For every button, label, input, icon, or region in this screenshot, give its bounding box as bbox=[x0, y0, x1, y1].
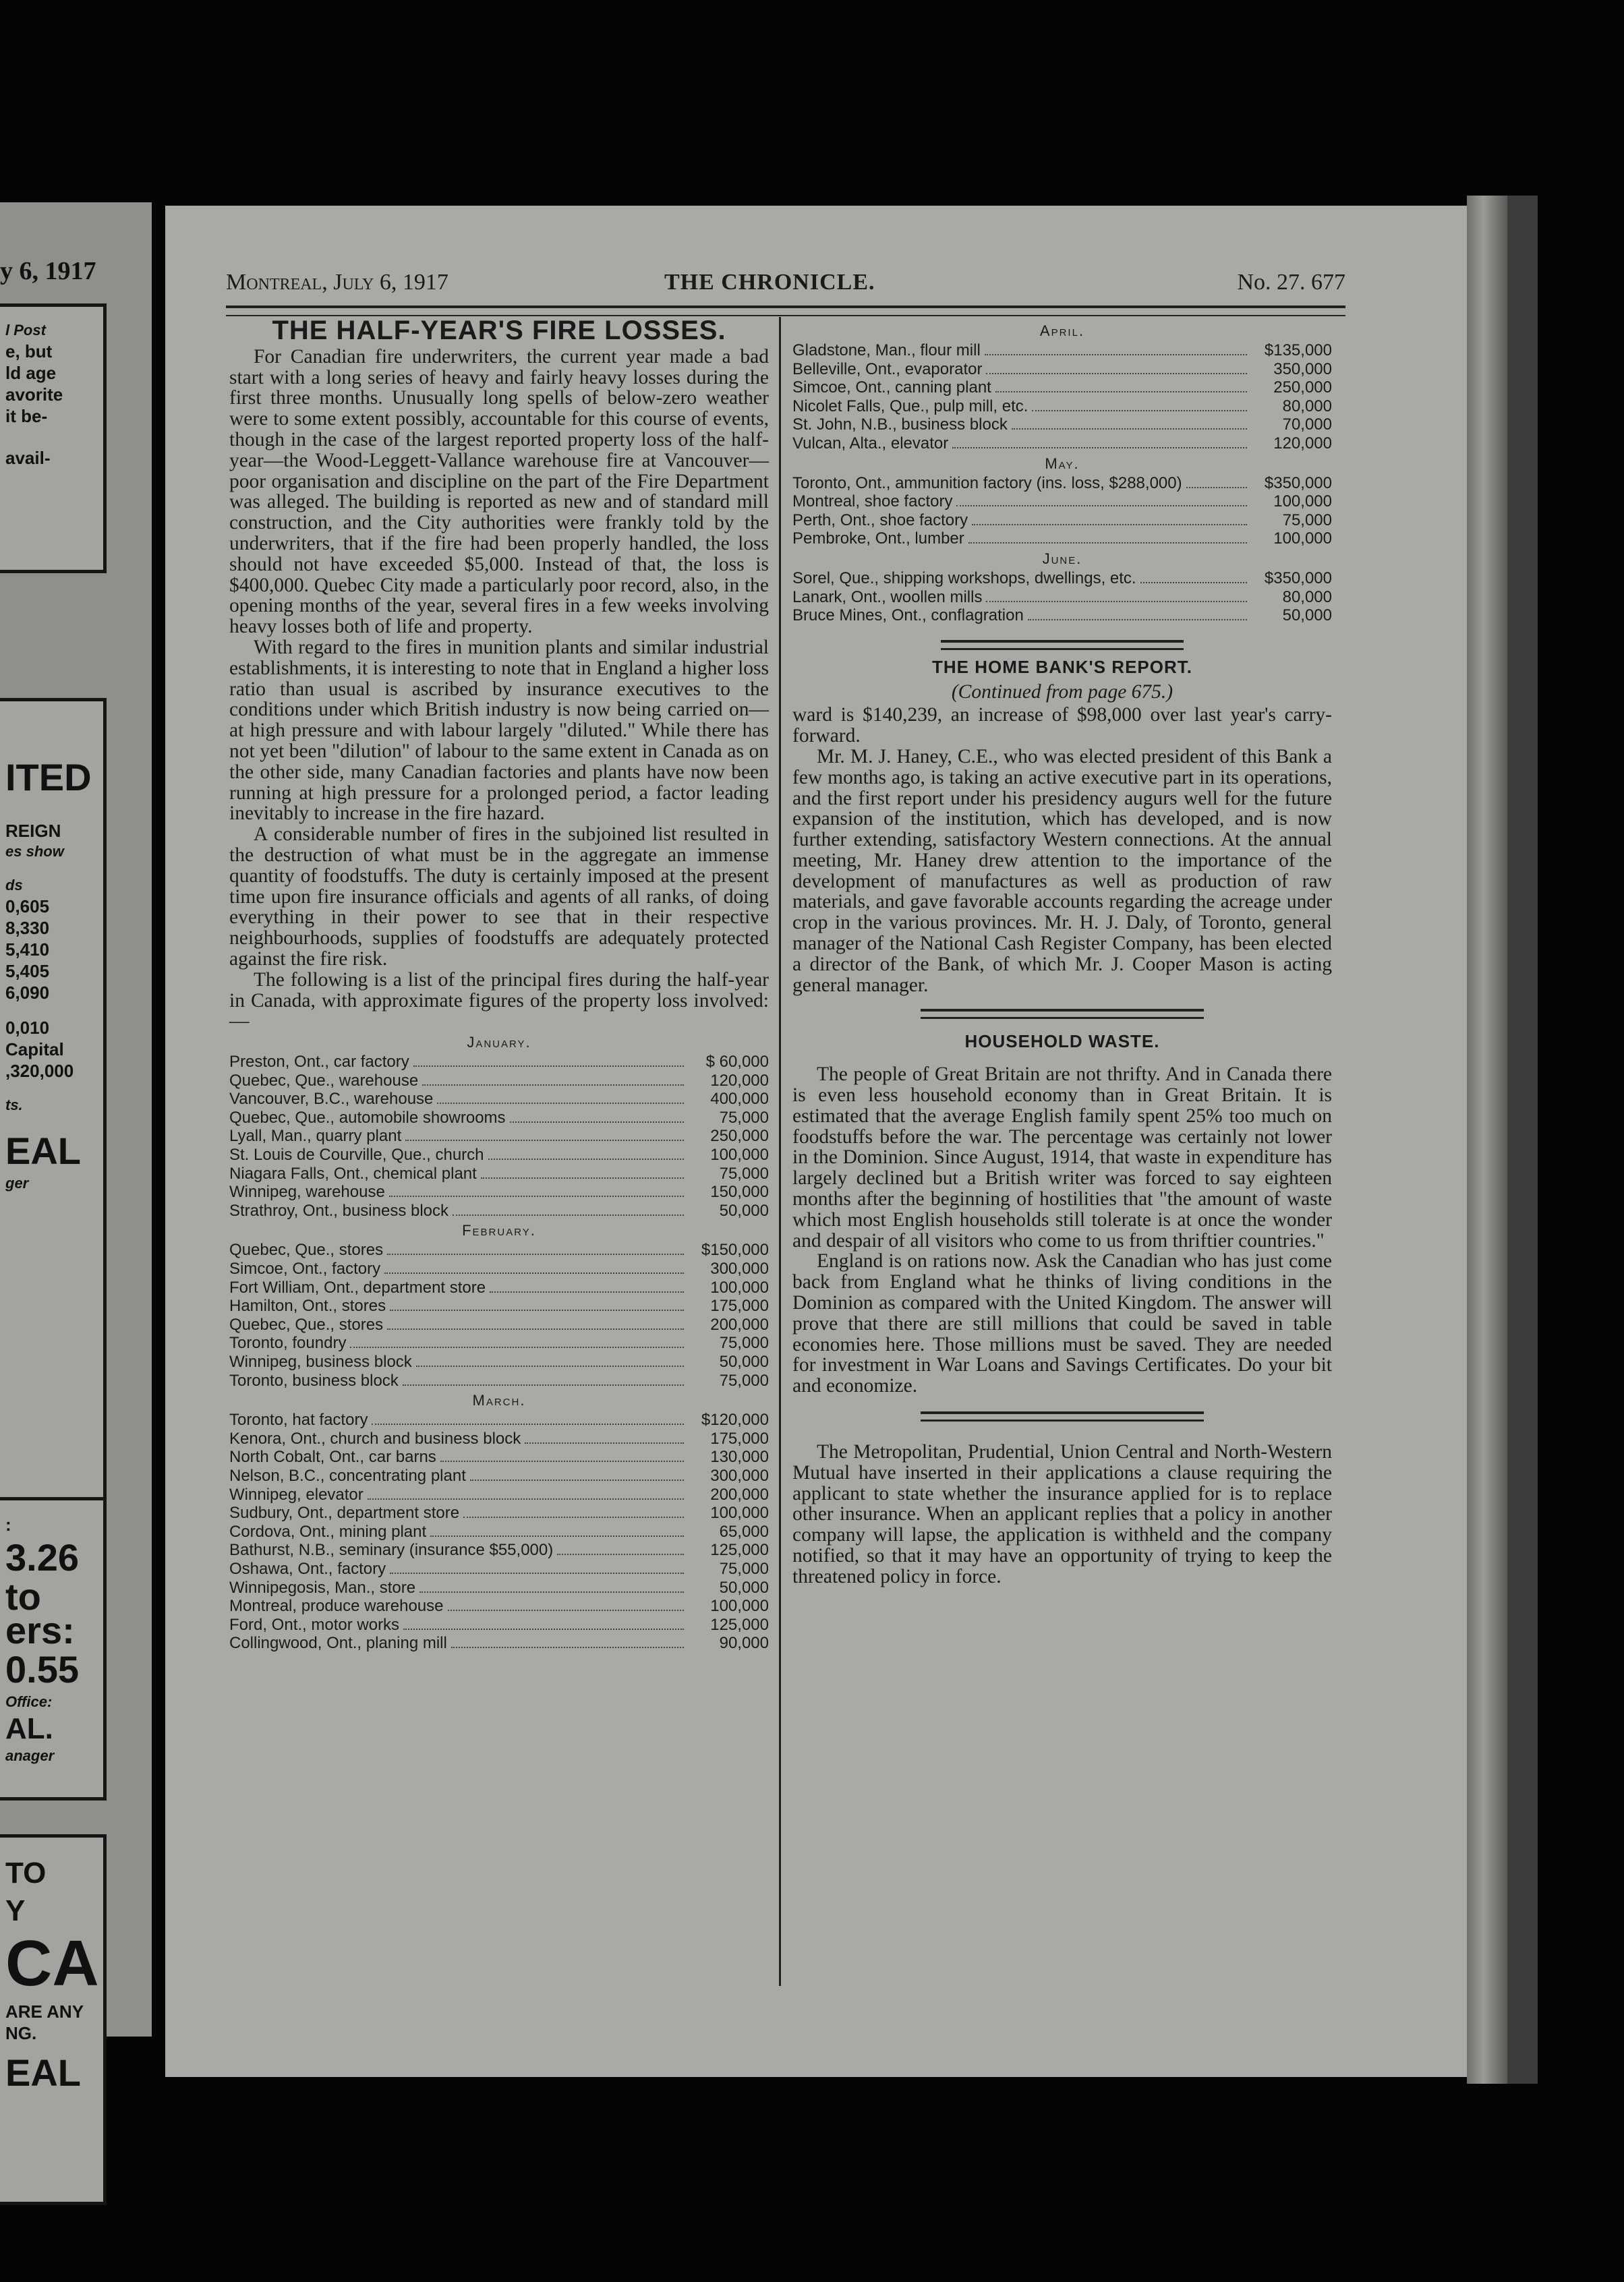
ad-line: AL. bbox=[5, 1712, 53, 1745]
leader-dots bbox=[470, 1480, 684, 1481]
article-paragraph: ward is $140,239, an increase of $98,000 over last year's carry-forward. bbox=[792, 704, 1332, 747]
ad-line: 5,405 bbox=[5, 961, 50, 981]
leader-dots bbox=[972, 524, 1247, 525]
ad-line: es show bbox=[5, 843, 64, 860]
ad-box-3 bbox=[0, 1497, 107, 1801]
leader-dots bbox=[557, 1554, 684, 1555]
running-head bbox=[226, 270, 1345, 303]
ad-line: EAL bbox=[5, 1130, 81, 1172]
fire-loss-row bbox=[792, 415, 1332, 434]
fire-loss-row bbox=[792, 511, 1332, 530]
fire-location: Bruce Mines, Ont., conflagration bbox=[792, 606, 1024, 625]
issue-page-number: No. 27. 677 bbox=[1237, 270, 1345, 295]
fire-location: Simcoe, Ont., canning plant bbox=[792, 378, 991, 397]
leader-dots bbox=[350, 1347, 684, 1348]
month-heading: June. bbox=[1042, 550, 1082, 567]
article-paragraph: England is on rations now. Ask the Canadian who has just come back from England what he thinks of living conditions in the Dominion as compared with the United Kingdom. The answer will prove that there are still millions that could be saved in table economies here. Those millions must be saved. They are needed for investment in War Loans and Savings Certificates. Do your bit and economize. bbox=[792, 1250, 1332, 1397]
loss-amount: 200,000 bbox=[710, 1315, 769, 1334]
leader-dots bbox=[419, 1591, 684, 1593]
ad-line: e, but bbox=[5, 341, 53, 361]
fire-loss-row bbox=[792, 529, 1332, 548]
fire-location: Belleville, Ont., evaporator bbox=[792, 359, 983, 378]
fire-loss-row bbox=[229, 1165, 769, 1183]
issue-date: Montreal, July 6, 1917 bbox=[226, 270, 448, 295]
fire-losses-title: THE HALF-YEAR'S FIRE LOSSES. bbox=[272, 316, 726, 345]
loss-amount: $120,000 bbox=[701, 1411, 769, 1430]
fire-location: Hamilton, Ont., stores bbox=[229, 1297, 386, 1316]
fire-location: Fort William, Ont., department store bbox=[229, 1278, 486, 1297]
loss-amount: 75,000 bbox=[719, 1108, 769, 1127]
leader-dots bbox=[525, 1442, 684, 1444]
ad-line: CA bbox=[5, 1927, 99, 1999]
loss-amount: 150,000 bbox=[710, 1183, 769, 1202]
continued-note: (Continued from page 675.) bbox=[951, 680, 1173, 703]
fire-location: Nelson, B.C., concentrating plant bbox=[229, 1466, 466, 1485]
ad-line: ds bbox=[5, 877, 23, 894]
fire-location: Ford, Ont., motor works bbox=[229, 1615, 400, 1634]
loss-amount: 250,000 bbox=[710, 1127, 769, 1146]
ad-line: 8,330 bbox=[5, 918, 50, 938]
adjacent-page bbox=[0, 202, 152, 2094]
leader-dots bbox=[451, 1647, 684, 1648]
fire-loss-row bbox=[229, 1579, 769, 1598]
ad-line: EAL bbox=[5, 2051, 81, 2094]
page-edge bbox=[1467, 196, 1507, 2084]
ad-line: ger bbox=[5, 1175, 29, 1192]
leader-dots bbox=[387, 1328, 684, 1330]
fire-location: Gladstone, Man., flour mill bbox=[792, 341, 981, 359]
loss-amount: 100,000 bbox=[710, 1146, 769, 1165]
loss-amount: 100,000 bbox=[710, 1597, 769, 1616]
loss-amount: 80,000 bbox=[1282, 397, 1332, 415]
leader-dots bbox=[952, 447, 1247, 448]
ad-line: Capital bbox=[5, 1039, 64, 1059]
right-column bbox=[792, 320, 1332, 1587]
leader-dots bbox=[1012, 428, 1247, 430]
leader-dots bbox=[440, 1461, 684, 1462]
leader-dots bbox=[390, 1310, 684, 1311]
fire-location: Perth, Ont., shoe factory bbox=[792, 510, 968, 529]
fire-loss-row bbox=[792, 492, 1332, 511]
leader-dots bbox=[422, 1084, 684, 1086]
loss-amount: 120,000 bbox=[1273, 434, 1332, 452]
ad-line: TO bbox=[5, 1856, 47, 1890]
fire-location: Lyall, Man., quarry plant bbox=[229, 1127, 402, 1146]
loss-amount: 100,000 bbox=[1273, 529, 1332, 548]
publication-title: THE CHRONICLE. bbox=[664, 270, 875, 295]
ad-line: 6,090 bbox=[5, 983, 50, 1003]
fire-loss-row bbox=[229, 1109, 769, 1128]
fire-location: Cordova, Ont., mining plant bbox=[229, 1522, 427, 1541]
header-rule bbox=[226, 305, 1345, 316]
fire-location: Quebec, Que., stores bbox=[229, 1241, 384, 1260]
loss-amount: 300,000 bbox=[710, 1260, 769, 1279]
fire-loss-row bbox=[229, 1334, 769, 1353]
loss-amount: 75,000 bbox=[719, 1559, 769, 1578]
fire-loss-row bbox=[229, 1127, 769, 1146]
fire-loss-row bbox=[229, 1279, 769, 1297]
fire-loss-row bbox=[229, 1467, 769, 1486]
fire-loss-row bbox=[229, 1090, 769, 1109]
fire-loss-row bbox=[792, 397, 1332, 416]
fire-loss-row bbox=[792, 378, 1332, 397]
leader-dots bbox=[985, 354, 1247, 355]
ad-line: ts. bbox=[5, 1096, 23, 1113]
section-rule bbox=[921, 1009, 1204, 1019]
fire-loss-row bbox=[792, 569, 1332, 588]
leader-dots bbox=[416, 1366, 684, 1367]
month-heading: May. bbox=[1045, 455, 1080, 472]
fire-loss-row bbox=[229, 1523, 769, 1542]
article-paragraph: A considerable number of fires in the subjoined list resulted in the destruction of what must be in the aggregate an immense quantity of foodstuffs. The duty is certainly imposed at the present time upon fire insurance officials and agents of all ranks, of doing everything in their power to see that in their respective neighbourhoods, supplies of foodstuffs are adequately protected against the fire risk. bbox=[229, 823, 769, 970]
book-binding bbox=[1507, 196, 1538, 2084]
loss-amount: 75,000 bbox=[719, 1334, 769, 1353]
fire-loss-row bbox=[792, 434, 1332, 453]
loss-amount: 100,000 bbox=[1273, 492, 1332, 511]
leader-dots bbox=[403, 1629, 684, 1630]
leader-dots bbox=[430, 1535, 684, 1537]
fire-location: Collingwood, Ont., planing mill bbox=[229, 1634, 447, 1653]
ad-line: Y bbox=[5, 1894, 26, 1927]
month-heading: April. bbox=[1039, 322, 1085, 339]
fire-location: Toronto, hat factory bbox=[229, 1411, 368, 1430]
leader-dots bbox=[437, 1103, 684, 1104]
loss-amount: $150,000 bbox=[701, 1241, 769, 1260]
leader-dots bbox=[956, 505, 1247, 506]
fire-location: Lanark, Ont., woollen mills bbox=[792, 587, 983, 606]
loss-amount: $350,000 bbox=[1264, 568, 1332, 587]
fire-location: Pembroke, Ont., lumber bbox=[792, 529, 964, 548]
ad-line: Office: bbox=[5, 1693, 53, 1710]
fire-location: Sorel, Que., shipping workshops, dwellings, etc. bbox=[792, 568, 1136, 587]
fire-location: Oshawa, Ont., factory bbox=[229, 1559, 386, 1578]
fire-loss-row bbox=[229, 1634, 769, 1653]
leader-dots bbox=[372, 1424, 684, 1425]
article-paragraph: The following is a list of the principal fires during the half-year in Canada, with approximate figures of the property loss involved:— bbox=[229, 968, 769, 1032]
fire-location: Quebec, Que., stores bbox=[229, 1315, 384, 1334]
fire-location: North Cobalt, Ont., car barns bbox=[229, 1448, 436, 1467]
fire-loss-row bbox=[229, 1146, 769, 1165]
loss-amount: 200,000 bbox=[710, 1485, 769, 1504]
fire-location: Toronto, Ont., ammunition factory (ins. loss, $288,000) bbox=[792, 473, 1182, 492]
loss-amount: 70,000 bbox=[1282, 415, 1332, 434]
newspaper-page bbox=[165, 206, 1467, 2077]
leader-dots bbox=[481, 1177, 684, 1179]
ad-line: ers: bbox=[5, 1609, 75, 1651]
fire-location: Quebec, Que., automobile showrooms bbox=[229, 1108, 506, 1127]
loss-amount: 65,000 bbox=[719, 1522, 769, 1541]
ad-line: anager bbox=[5, 1747, 55, 1764]
ad-line: NG. bbox=[5, 2023, 37, 2043]
fire-loss-row bbox=[229, 1372, 769, 1391]
ad-line: ITED bbox=[5, 756, 92, 798]
fire-loss-row bbox=[229, 1486, 769, 1504]
leader-dots bbox=[1028, 619, 1247, 620]
loss-amount: 100,000 bbox=[710, 1504, 769, 1523]
loss-amount: 90,000 bbox=[719, 1634, 769, 1653]
loss-amount: 50,000 bbox=[719, 1353, 769, 1371]
ad-line: ARE ANY bbox=[5, 2001, 84, 2022]
fire-location: Nicolet Falls, Que., pulp mill, etc. bbox=[792, 397, 1028, 415]
fire-location: Sudbury, Ont., department store bbox=[229, 1504, 460, 1523]
fire-location: Preston, Ont., car factory bbox=[229, 1053, 409, 1072]
fire-location: Winnipeg, warehouse bbox=[229, 1183, 385, 1202]
fire-location: Niagara Falls, Ont., chemical plant bbox=[229, 1164, 477, 1183]
loss-amount: 75,000 bbox=[719, 1164, 769, 1183]
leader-dots bbox=[448, 1610, 684, 1611]
ad-box-2 bbox=[0, 698, 107, 1500]
loss-amount: $ 60,000 bbox=[705, 1053, 769, 1072]
fire-location: Bathurst, N.B., seminary (insurance $55,000) bbox=[229, 1541, 554, 1560]
fire-location: Winnipegosis, Man., store bbox=[229, 1578, 416, 1597]
loss-amount: 250,000 bbox=[1273, 378, 1332, 397]
section-rule bbox=[941, 640, 1184, 650]
leader-dots bbox=[1186, 487, 1247, 488]
ad-line: ,320,000 bbox=[5, 1061, 74, 1081]
fire-loss-row bbox=[229, 1297, 769, 1316]
article-paragraph: With regard to the fires in munition plants and similar industrial establishments, it is interesting to note that in England a higher loss ratio than usual is ascribed by insurance executives to the conditions under which British industry is now being carried on—at high pressure and with labour largely "diluted." While there has not yet been "dilution" of labour to the same extent in Canada as on the other side, many Canadian factories and plants have now been running at high pressure for a prolonged period, a factor leading inevitably to increase in the fire hazard. bbox=[229, 636, 769, 825]
fire-location: St. Louis de Courville, Que., church bbox=[229, 1146, 484, 1165]
fire-location: Toronto, business block bbox=[229, 1371, 399, 1390]
ad-line: 0,010 bbox=[5, 1018, 50, 1038]
leader-dots bbox=[403, 1384, 684, 1386]
fire-loss-row bbox=[792, 360, 1332, 379]
ad-line: REIGN bbox=[5, 821, 61, 841]
leader-dots bbox=[968, 542, 1247, 544]
loss-amount: 300,000 bbox=[710, 1466, 769, 1485]
leader-dots bbox=[510, 1121, 684, 1123]
leader-dots bbox=[986, 601, 1247, 602]
loss-amount: $350,000 bbox=[1264, 473, 1332, 492]
ad-line: avorite bbox=[5, 384, 63, 405]
leader-dots bbox=[490, 1291, 684, 1293]
leader-dots bbox=[387, 1254, 684, 1255]
leader-dots bbox=[1140, 582, 1247, 583]
fire-loss-row bbox=[792, 588, 1332, 607]
fire-loss-row bbox=[229, 1072, 769, 1090]
fire-loss-row bbox=[229, 1448, 769, 1467]
ad-line: 0,605 bbox=[5, 896, 50, 916]
fire-location: Winnipeg, elevator bbox=[229, 1485, 364, 1504]
adjacent-page-date: y 6, 1917 bbox=[0, 257, 96, 285]
loss-amount: 50,000 bbox=[719, 1578, 769, 1597]
loss-amount: 350,000 bbox=[1273, 359, 1332, 378]
fire-loss-row bbox=[229, 1316, 769, 1335]
ad-line: ld age bbox=[5, 363, 57, 383]
fire-loss-row bbox=[792, 474, 1332, 493]
leader-dots bbox=[463, 1517, 684, 1518]
fire-location: Kenora, Ont., church and business block bbox=[229, 1429, 521, 1448]
fire-loss-row bbox=[229, 1541, 769, 1560]
fire-location: Vulcan, Alta., elevator bbox=[792, 434, 949, 452]
month-heading: March. bbox=[472, 1392, 526, 1409]
fire-loss-row bbox=[229, 1411, 769, 1430]
fire-loss-row bbox=[229, 1183, 769, 1202]
loss-amount: 75,000 bbox=[1282, 510, 1332, 529]
loss-amount: 175,000 bbox=[710, 1429, 769, 1448]
fire-loss-list-right bbox=[792, 322, 1332, 625]
fire-loss-row bbox=[229, 1053, 769, 1072]
loss-amount: 75,000 bbox=[719, 1371, 769, 1390]
leader-dots bbox=[389, 1196, 684, 1197]
fire-loss-list-left bbox=[229, 1034, 769, 1653]
left-column bbox=[229, 316, 769, 1653]
leader-dots bbox=[384, 1272, 684, 1274]
loss-amount: 125,000 bbox=[710, 1541, 769, 1560]
fire-location: Montreal, produce warehouse bbox=[229, 1597, 444, 1616]
fire-location: Toronto, foundry bbox=[229, 1334, 347, 1353]
ad-line: 5,410 bbox=[5, 939, 50, 960]
ad-box-1 bbox=[0, 303, 107, 573]
fire-location: Simcoe, Ont., factory bbox=[229, 1260, 381, 1279]
loss-amount: 125,000 bbox=[710, 1615, 769, 1634]
leader-dots bbox=[405, 1140, 684, 1141]
loss-amount: 50,000 bbox=[719, 1201, 769, 1220]
leader-dots bbox=[413, 1065, 684, 1067]
fire-loss-row bbox=[229, 1430, 769, 1449]
leader-dots bbox=[453, 1215, 684, 1216]
loss-amount: $135,000 bbox=[1264, 341, 1332, 359]
ad-line: : bbox=[5, 1515, 11, 1535]
column-divider bbox=[779, 317, 781, 1986]
fire-location: St. John, N.B., business block bbox=[792, 415, 1008, 434]
fire-location: Vancouver, B.C., warehouse bbox=[229, 1090, 434, 1109]
section-rule bbox=[921, 1411, 1204, 1422]
fire-location: Quebec, Que., warehouse bbox=[229, 1071, 419, 1090]
fire-location: Montreal, shoe factory bbox=[792, 492, 953, 511]
fire-location: Strathroy, Ont., business block bbox=[229, 1201, 449, 1220]
leader-dots bbox=[488, 1159, 684, 1160]
loss-amount: 175,000 bbox=[710, 1297, 769, 1316]
loss-amount: 100,000 bbox=[710, 1278, 769, 1297]
fire-loss-row bbox=[229, 1616, 769, 1635]
article-paragraph: The Metropolitan, Prudential, Union Central and North-Western Mutual have inserted in their applications a clause requiring the applicant to state whether the insurance applied for is to replace other insurance. When an applicant replies that a policy in another company will lapse, the application is withheld and the company notified, so that it may have an opportunity of trying to keep the threatened policy in force. bbox=[792, 1441, 1332, 1587]
fire-loss-row bbox=[229, 1504, 769, 1523]
leader-dots bbox=[390, 1573, 684, 1574]
household-waste-title: HOUSEHOLD WASTE. bbox=[964, 1031, 1160, 1052]
loss-amount: 80,000 bbox=[1282, 587, 1332, 606]
loss-amount: 130,000 bbox=[710, 1448, 769, 1467]
fire-location: Winnipeg, business block bbox=[229, 1353, 412, 1371]
ad-line: l Post bbox=[5, 322, 46, 339]
month-heading: January. bbox=[467, 1034, 531, 1051]
fire-loss-row bbox=[229, 1353, 769, 1372]
loss-amount: 400,000 bbox=[710, 1090, 769, 1109]
leader-dots bbox=[986, 373, 1247, 374]
ad-line: it be- bbox=[5, 406, 48, 426]
leader-dots bbox=[1032, 410, 1247, 411]
article-paragraph: The people of Great Britain are not thrifty. And in Canada there is even less household economy than in Great Britain. It is estimated that the average English family spent 25% too much on foodstuffs before the war. The percentage was certainly not lower in the Dominion. Since August, 1914, that waste in expenditure has largely declined but a British writer was forced to say eighteen months after the beginning of hostilities that "the amount of waste which most English households still tolerate is at once the wonder and despair of all visitors who come to us from thriftier countries." bbox=[792, 1063, 1332, 1252]
fire-loss-row bbox=[792, 606, 1332, 625]
fire-loss-row bbox=[229, 1560, 769, 1579]
leader-dots bbox=[995, 391, 1247, 392]
leader-dots bbox=[368, 1498, 684, 1500]
fire-loss-row bbox=[229, 1202, 769, 1221]
loss-amount: 120,000 bbox=[710, 1071, 769, 1090]
fire-loss-row bbox=[229, 1241, 769, 1260]
loss-amount: 50,000 bbox=[1282, 606, 1332, 625]
article-paragraph: For Canadian fire underwriters, the current year made a bad start with a long series of heavy and fairly heavy losses during the first three months. Unusually long spells of below-zero weather were to some extent possibly, accountable for this course of events, though in the case of the largest reported property loss of the half-year—the Wood-Leggett-Vallance warehouse fire at Vancouver—poor organisation and discipline on the part of the Fire Department was alleged. The building is reported as new and of standard mill construction, and the City authorities were frankly told by the underwriters, that if the fire had been properly handled, the loss should not have exceeded $5,000. Instead of that, the loss is $400,000. Quebec City made a particularly poor record, also, in the opening months of the year, several fires in a few weeks involving heavy losses both of life and property. bbox=[229, 345, 769, 638]
ad-box-4 bbox=[0, 1834, 107, 2205]
fire-loss-row bbox=[229, 1597, 769, 1616]
fire-loss-row bbox=[792, 341, 1332, 360]
ad-line: 3.26 bbox=[5, 1536, 79, 1579]
fire-loss-row bbox=[229, 1260, 769, 1279]
ad-line: avail- bbox=[5, 448, 51, 468]
month-heading: February. bbox=[462, 1222, 536, 1239]
article-paragraph: Mr. M. J. Haney, C.E., who was elected president of this Bank a few months ago, is taking an active executive part in its operations, and the first report under his presidency augurs well for the future expansion of the institution, which has developed, and is now further extending, satisfactory Western connections. At the annual meeting, Mr. Haney drew attention to the importance of the development of manufactures as well as production of raw materials, and gave favorable accounts regarding the acreage under crop in the various provinces. Mr. H. J. Daly, of Toronto, general manager of the National Cash Register Company, has been elected a director of the Bank, of which Mr. J. Cooper Mason is acting general manager. bbox=[792, 745, 1332, 996]
ad-line: 0.55 bbox=[5, 1648, 79, 1691]
ad-line: to bbox=[5, 1575, 41, 1618]
home-bank-title: THE HOME BANK'S REPORT. bbox=[932, 656, 1192, 677]
